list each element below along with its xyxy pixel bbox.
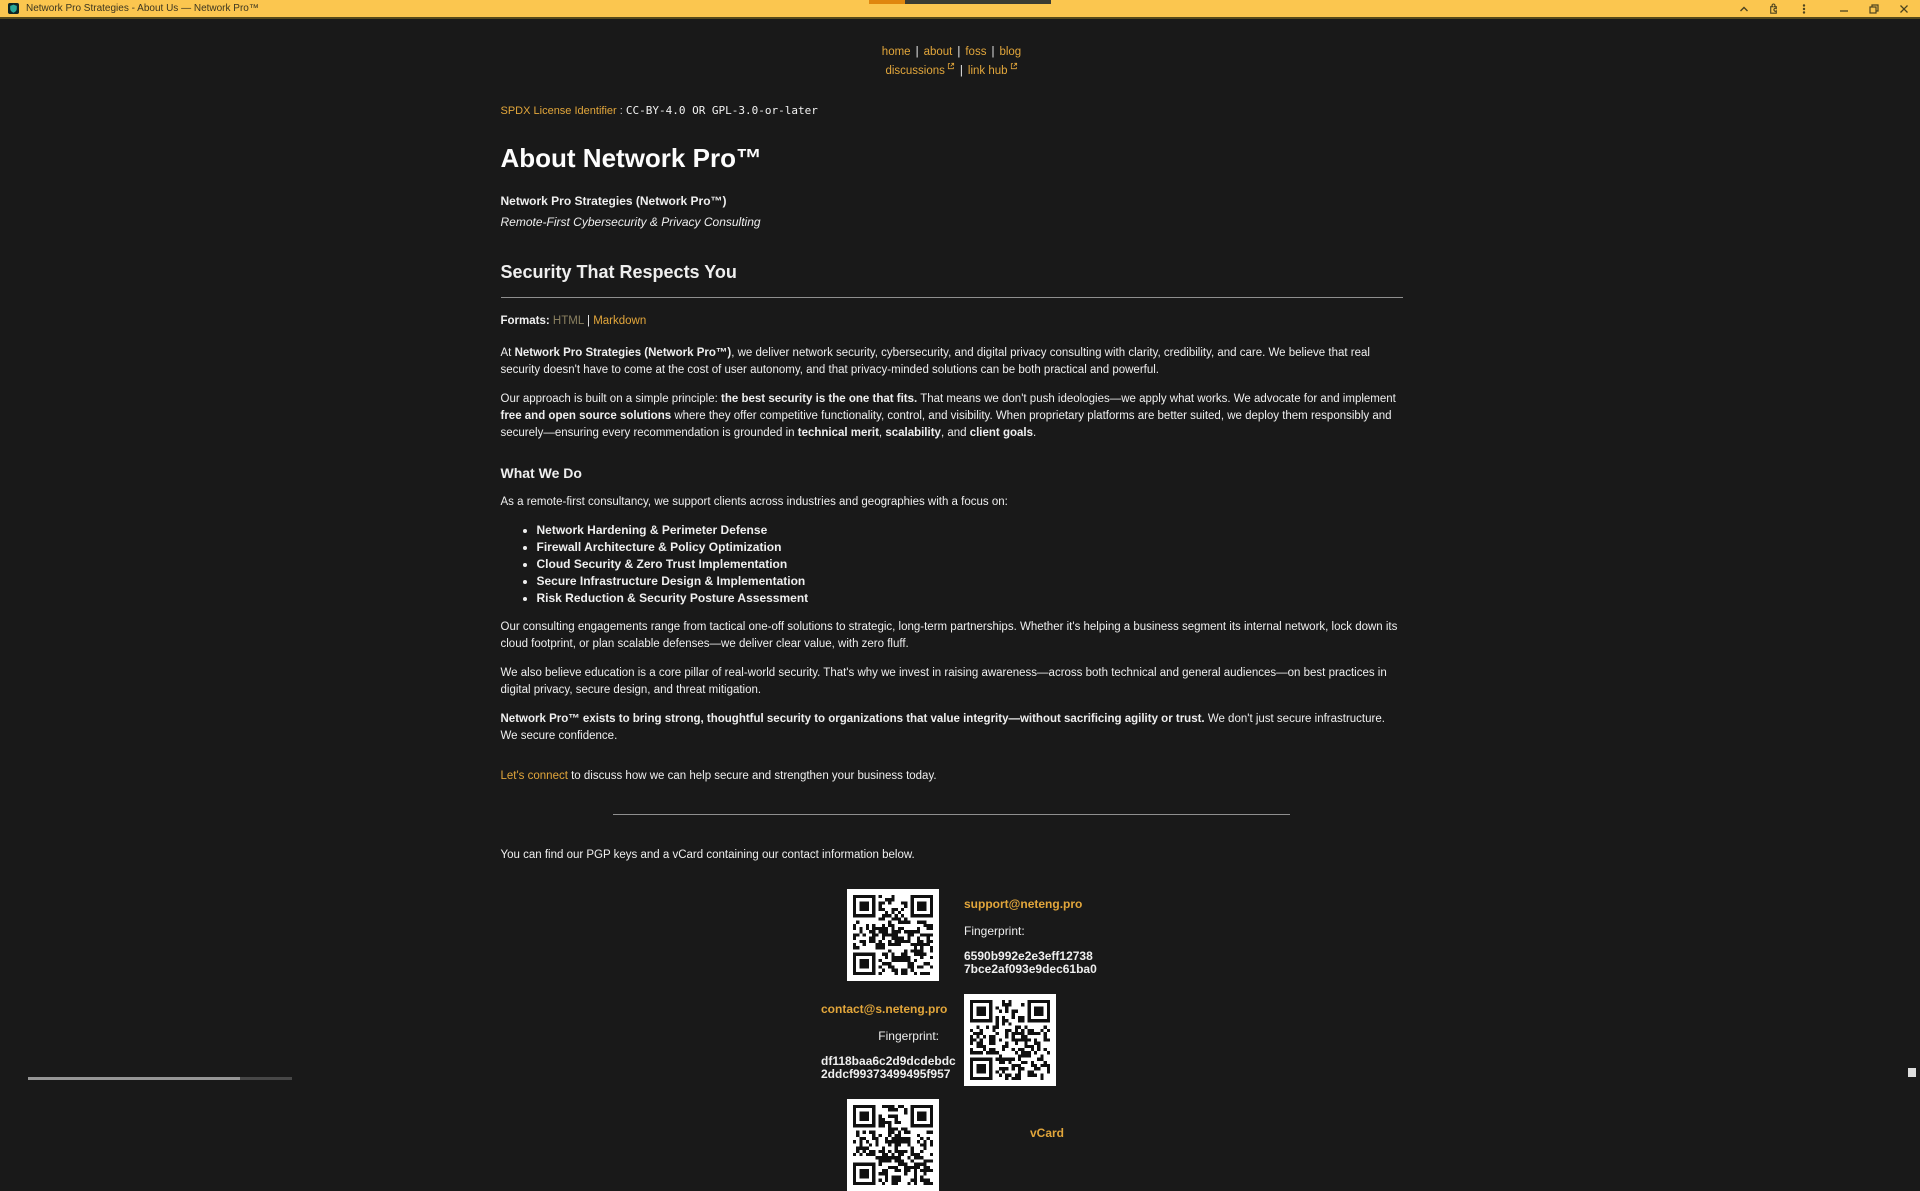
- lets-connect-link[interactable]: Let's connect: [500, 770, 568, 782]
- contact-info-cell: [821, 994, 956, 1086]
- restore-window-icon[interactable]: [1867, 2, 1880, 15]
- contact-blocks: [501, 889, 1403, 1191]
- text-run: , and: [940, 427, 970, 439]
- nav-separator: |: [957, 46, 961, 58]
- site-favicon-shield-icon: [8, 3, 19, 14]
- fingerprint-line: df118baa6c2d9dcdebdc: [821, 1054, 956, 1068]
- fingerprint-line: 6590b992e2e3eff12738: [964, 949, 1093, 963]
- fingerprint-line: 7bce2af093e9dec61ba0: [964, 962, 1097, 976]
- site-nav: [501, 45, 1403, 79]
- services-list: [501, 522, 1403, 607]
- nav-row-2: [501, 60, 1403, 79]
- spdx-license-link[interactable]: SPDX License Identifier: [500, 105, 617, 117]
- text-run-bold: the best security is the one that fits.: [721, 393, 918, 405]
- text-run-bold: technical merit: [797, 427, 879, 439]
- text-run-bold: scalability: [885, 427, 941, 439]
- collapse-toolbar-icon[interactable]: [1737, 2, 1750, 15]
- close-icon[interactable]: [1897, 2, 1910, 15]
- external-link-icon: [1010, 60, 1018, 75]
- nav-link-discussions-label: discussions: [885, 65, 945, 77]
- contact-row-contact: [501, 994, 1403, 1086]
- paragraph-education: We also believe education is a core pillar of real-world security. That's why we invest in raising awareness—across both technical and general audiences—on best practices in digital privacy, secure design, and threat mitigation.: [500, 667, 1387, 696]
- nav-link-linkhub[interactable]: [968, 65, 1018, 77]
- list-item: • Cloud Security & Zero Trust Implementation: [537, 556, 1403, 573]
- list-item: • Network Hardening & Perimeter Defense: [537, 522, 1403, 539]
- qr-cell: [821, 889, 939, 981]
- nav-row-1: [501, 45, 1403, 60]
- paragraph-engagements: Our consulting engagements range from tactical one-off solutions to strategic, long-term partnerships. Whether it's helping a business segment its internal network, lock down its cloud footprint, or plan scalable defenses—we deliver clear value, with zero fluff.: [500, 621, 1398, 650]
- nav-link-discussions[interactable]: [885, 65, 954, 77]
- text-run: ,: [878, 427, 886, 439]
- qr-code-support-pgp[interactable]: [847, 889, 939, 981]
- nav-link-home[interactable]: home: [881, 46, 911, 58]
- spdx-license-value: CC-BY-4.0 OR GPL-3.0-or-later: [625, 104, 818, 117]
- nav-separator: |: [915, 46, 919, 58]
- contact-info-cell: [964, 889, 1097, 981]
- external-link-icon: [947, 60, 955, 75]
- contact-row-vcard: [501, 1099, 1403, 1191]
- minimize-icon[interactable]: [1837, 2, 1850, 15]
- paragraph-focus: As a remote-first consultancy, we support clients across industries and geographies with a focus on:: [500, 496, 1008, 508]
- format-html-current: HTML: [552, 315, 584, 327]
- text-run: where they offer competitive functionality, control, and visibility. When proprietary platforms are better suited, we deploy them responsibly and securely—ensuring every recommendation is grounded in: [500, 410, 1392, 439]
- text-run-bold: client goals: [969, 427, 1033, 439]
- nav-link-about[interactable]: about: [923, 46, 953, 58]
- text-run: At: [500, 347, 515, 359]
- email-link-support[interactable]: support@neteng.pro: [964, 897, 1083, 911]
- spdx-license-line: [501, 102, 1403, 120]
- text-run: We don't just secure infrastructure. We secure confidence.: [500, 713, 1385, 742]
- nav-link-foss[interactable]: foss: [965, 46, 987, 58]
- page-viewport: [0, 19, 1903, 1140]
- fingerprint-label: Fingerprint:: [878, 1029, 939, 1043]
- accent-strip-orange: [869, 0, 905, 4]
- scrollbar-corner[interactable]: [1908, 1068, 1916, 1077]
- text-run-bold: free and open source solutions: [500, 410, 672, 422]
- text-run-bold: Network Pro™ exists to bring strong, thoughtful security to organizations that value integrity—without sacrificing agility or trust.: [500, 713, 1205, 725]
- page-content: [501, 45, 1403, 1191]
- list-item: • Risk Reduction & Security Posture Assessment: [537, 590, 1403, 607]
- paragraph-connect: [501, 768, 1403, 785]
- text-run: , we deliver network security, cybersecurity, and digital privacy consulting with clarity, credibility, and care. We believe that real security doesn't have to come at the cost of user autonomy, and that privacy-minded solutions can be both practical and powerful.: [500, 347, 1370, 376]
- horizontal-scrollbar-thumb-dim: [240, 1077, 292, 1080]
- spdx-colon: :: [616, 105, 626, 117]
- qr-code-contact-pgp[interactable]: [964, 994, 1056, 1086]
- list-item: • Secure Infrastructure Design & Implementation: [537, 573, 1403, 590]
- text-run: Our approach is built on a simple principle:: [500, 393, 722, 405]
- fingerprint-value: [964, 949, 1097, 976]
- text-run: That means we don't push ideologies—we apply what works. We advocate for and implement: [917, 393, 1396, 405]
- divider-short: [613, 814, 1290, 815]
- vcard-link[interactable]: vCard: [1030, 1126, 1065, 1140]
- contact-row-support: [501, 889, 1403, 981]
- divider-full: [501, 297, 1403, 298]
- formats-label: Formats:: [500, 315, 550, 327]
- fingerprint-value: [821, 1054, 956, 1081]
- qr-code-vcard[interactable]: [847, 1099, 939, 1191]
- nav-link-linkhub-label: link hub: [967, 65, 1008, 77]
- email-link-contact[interactable]: contact@s.neteng.pro: [821, 1002, 948, 1016]
- nav-separator: |: [991, 46, 995, 58]
- subsection-what-we-do: What We Do: [500, 465, 582, 481]
- text-run-bold: Network Pro Strategies (Network Pro™): [514, 347, 732, 359]
- fingerprint-label: Fingerprint:: [964, 924, 1025, 938]
- paragraph-mission: [501, 711, 1403, 745]
- page-title: About Network Pro™: [500, 143, 762, 173]
- accent-strip-dark: [905, 0, 1051, 4]
- formats-separator: |: [587, 315, 590, 327]
- org-tagline: Remote-First Cybersecurity & Privacy Consulting: [500, 215, 761, 229]
- format-markdown-link[interactable]: Markdown: [593, 315, 647, 327]
- text-run: to discuss how we can help secure and strengthen your business today.: [567, 770, 937, 782]
- section-heading: Security That Respects You: [500, 262, 737, 282]
- extensions-icon[interactable]: [1767, 2, 1780, 15]
- nav-link-blog[interactable]: blog: [999, 46, 1022, 58]
- vertical-scrollbar[interactable]: [1903, 19, 1920, 1080]
- qr-cell: [964, 994, 1082, 1086]
- titlebar-accent-strip: [869, 0, 1051, 4]
- fingerprint-line: 2ddcf99373499495f957: [821, 1067, 951, 1081]
- formats-line: [501, 313, 1403, 330]
- pgp-intro: You can find our PGP keys and a vCard containing our contact information below.: [500, 849, 915, 861]
- paragraph-approach: [501, 391, 1403, 442]
- horizontal-scrollbar-thumb[interactable]: [28, 1077, 240, 1080]
- window-controls: [1737, 0, 1910, 17]
- window-title: Network Pro Strategies - About Us — Network Pro™: [26, 3, 259, 14]
- org-name: Network Pro Strategies (Network Pro™): [500, 194, 727, 208]
- list-item: • Firewall Architecture & Policy Optimization: [537, 539, 1403, 556]
- qr-cell: [821, 1099, 939, 1191]
- text-run: .: [1033, 427, 1037, 439]
- menu-kebab-icon[interactable]: [1797, 2, 1810, 15]
- nav-separator: |: [959, 65, 963, 77]
- paragraph-intro: [501, 345, 1403, 379]
- contact-info-cell: [964, 1099, 1082, 1191]
